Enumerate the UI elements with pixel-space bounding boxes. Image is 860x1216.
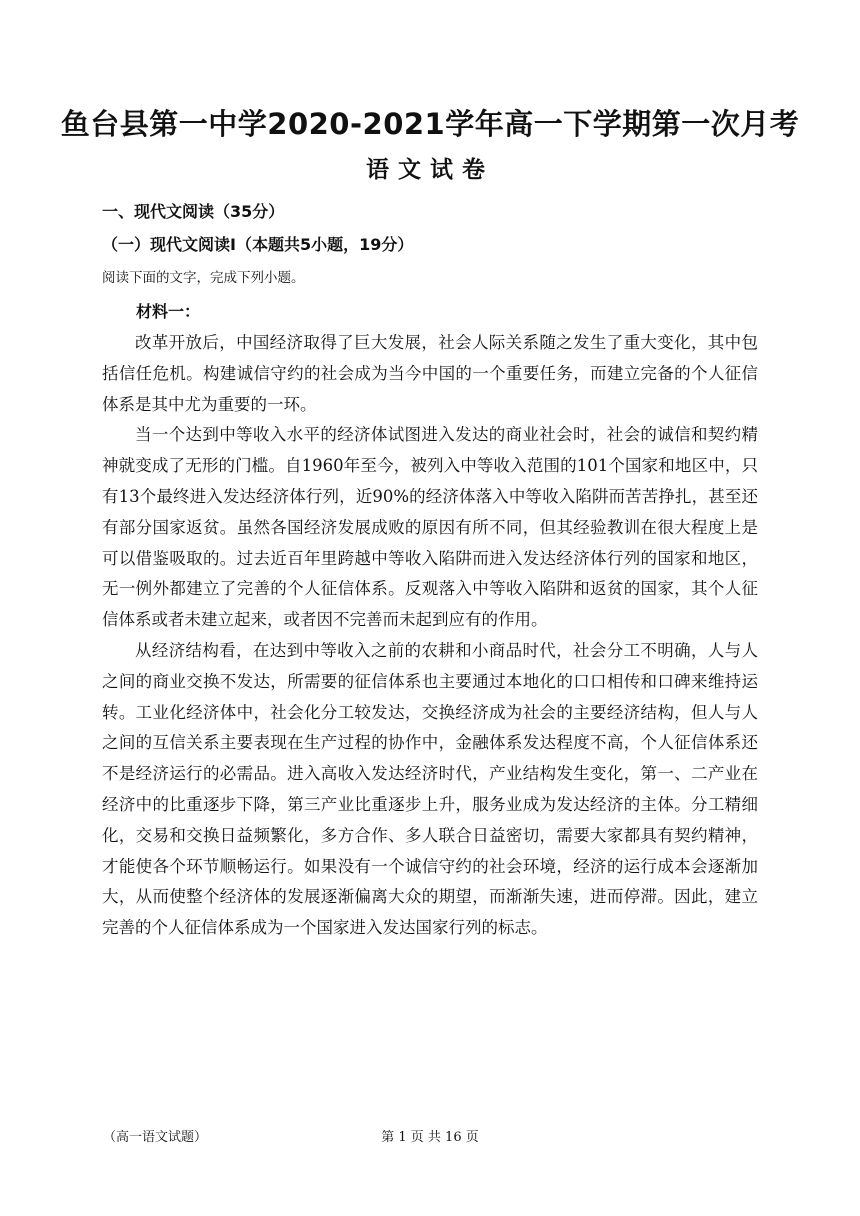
passage-body xyxy=(102,328,758,944)
footer-subject: （高一语文试题） xyxy=(103,1130,208,1145)
section-heading: 一、现代文阅读（35分） xyxy=(102,202,285,221)
exam-subtitle: 语文试卷 xyxy=(366,157,494,183)
subsection-heading: （一）现代文阅读Ⅰ（本题共5小题，19分） xyxy=(102,235,414,254)
passage-paragraph: 当一个达到中等收入水平的经济体试图进入发达的商业社会时，社会的诚信和契约精神就变成了无形的门槛。自1960年至今，被列入中等收入范围的101个国家和地区中，只有13个最终进入发达经济体行列，近90%的经济体落入中等收入陷阱而苦苦挣扎，甚至还有部分国家返贫。虽然各国经济发展成败的原因有所不同，但其经验教训在很大程度上是可以借鉴吸取的。过去近百年里跨越中等收入陷阱而进入发达经济体行列的国家和地区，无一例外都建立了完善的个人征信体系。反观落入中等收入陷阱和返贫的国家，其个人征信体系或者未建立起来，或者因不完善而未起到应有的作用。 xyxy=(102,425,758,630)
passage-paragraph: 从经济结构看，在达到中等收入之前的农耕和小商品时代，社会分工不明确，人与人之间的商业交换不发达，所需要的征信体系也主要通过本地化的口口相传和口碑来维持运转。工业化经济体中，社会化分工较发达，交换经济成为社会的主要经济结构，但人与人之间的互信关系主要表现在生产过程的协作中，金融体系发达程度不高，个人征信体系还不是经济运行的必需品。进入高收入发达经济时代，产业结构发生变化，第一、二产业在经济中的比重逐步下降，第三产业比重逐步上升，服务业成为发达经济的主体。分工精细化，交易和交换日益频繁化，多方合作、多人联合日益密切，需要大家都具有契约精神，才能使各个环节顺畅运行。如果没有一个诚信守约的社会环境，经济的运行成本会逐渐加大，从而使整个经济体的发展逐渐偏离大众的期望，而渐渐失速，进而停滞。因此，建立完善的个人征信体系成为一个国家进入发达国家行列的标志。 xyxy=(102,640,758,938)
passage-paragraph: 改革开放后，中国经济取得了巨大发展，社会人际关系随之发生了重大变化，其中包括信任危机。构建诚信守约的社会成为当今中国的一个重要任务，而建立完备的个人征信体系是其中尤为重要的一环。 xyxy=(102,333,758,414)
reading-instruction: 阅读下面的文字，完成下列小题。 xyxy=(102,270,305,286)
footer-page-number: 第 1 页 共 16 页 xyxy=(381,1130,479,1145)
exam-title: 鱼台县第一中学2020-2021学年高一下学期第一次月考 xyxy=(60,107,800,141)
material-label: 材料一： xyxy=(136,302,201,321)
